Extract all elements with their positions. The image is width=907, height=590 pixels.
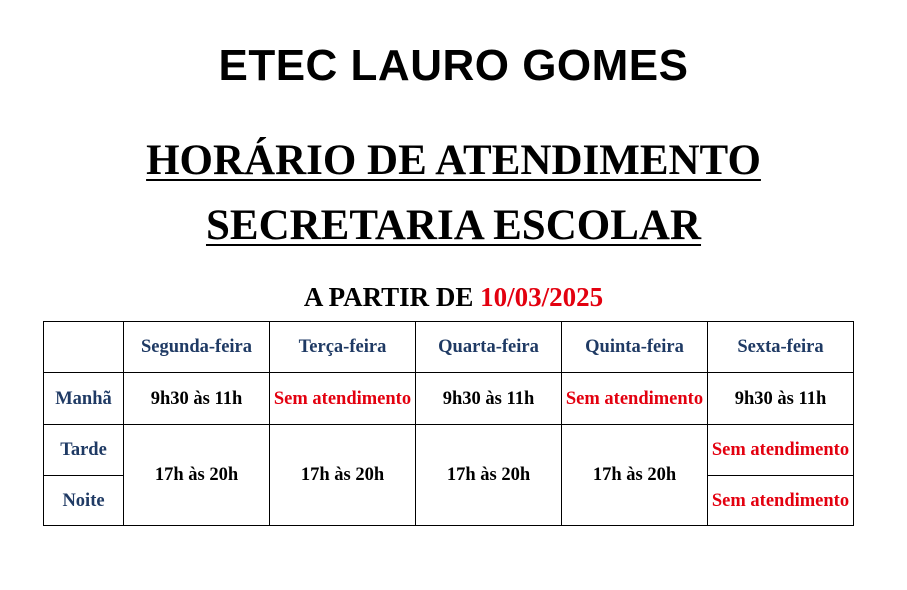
afternoon-evening-tuesday: 17h às 20h (270, 425, 416, 526)
day-header-thursday: Quinta-feira (562, 322, 708, 373)
corner-cell (44, 322, 124, 373)
heading-line-1 (0, 135, 907, 187)
effective-date-line (0, 280, 907, 314)
morning-tuesday: Sem atendimento (270, 373, 416, 425)
afternoon-evening-monday: 17h às 20h (124, 425, 270, 526)
heading-line-1-text: HORÁRIO DE ATENDIMENTO (146, 137, 761, 184)
morning-thursday: Sem atendimento (562, 373, 708, 425)
effective-date: 10/03/2025 (480, 282, 604, 312)
table-row-afternoon (44, 425, 854, 476)
evening-friday: Sem atendimento (708, 476, 854, 526)
period-label-morning: Manhã (44, 373, 124, 425)
afternoon-evening-wednesday: 17h às 20h (416, 425, 562, 526)
morning-wednesday: 9h30 às 11h (416, 373, 562, 425)
afternoon-friday: Sem atendimento (708, 425, 854, 476)
table-row-morning (44, 373, 854, 425)
effective-date-prefix: A PARTIR DE (303, 282, 474, 312)
morning-friday: 9h30 às 11h (708, 373, 854, 425)
period-label-evening: Noite (44, 476, 124, 526)
day-header-tuesday: Terça-feira (270, 322, 416, 373)
heading-line-2-text: SECRETARIA ESCOLAR (205, 202, 702, 249)
day-header-wednesday: Quarta-feira (416, 322, 562, 373)
period-label-afternoon: Tarde (44, 425, 124, 476)
schedule-table (43, 321, 854, 526)
heading-line-2 (0, 200, 907, 252)
table-header-row (44, 322, 854, 373)
morning-monday: 9h30 às 11h (124, 373, 270, 425)
day-header-monday: Segunda-feira (124, 322, 270, 373)
day-header-friday: Sexta-feira (708, 322, 854, 373)
afternoon-evening-thursday: 17h às 20h (562, 425, 708, 526)
school-name: ETEC LAURO GOMES (218, 41, 689, 90)
